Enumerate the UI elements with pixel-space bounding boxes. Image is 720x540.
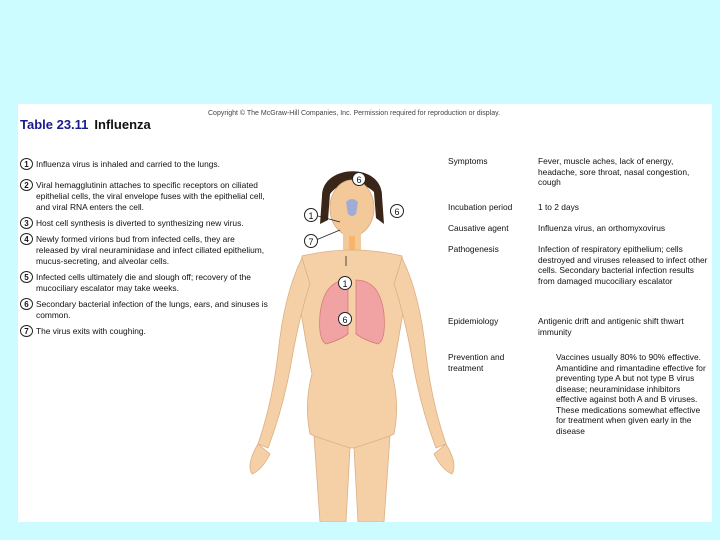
- arrow-line: [316, 230, 340, 240]
- table-row: [448, 156, 712, 202]
- body-illustration: [222, 144, 462, 522]
- slide-card: [18, 104, 712, 522]
- step-number: 1: [20, 158, 33, 170]
- step-number: 7: [20, 325, 33, 337]
- row-value: Infection of respiratory epithelium; cells destroyed and viruses released to infect other cells. Secondary bacterial infection results from damaged mucociliary escalator: [538, 244, 708, 286]
- left-hand-shape: [250, 444, 270, 474]
- callout-marker: 6: [338, 312, 352, 326]
- human-body-figure: [222, 144, 462, 522]
- step-number: 5: [20, 271, 33, 283]
- step-text: Infected cells ultimately die and slough off; recovery of the mucociliary escalator may take weeks.: [36, 272, 251, 293]
- row-label: Epidemiology: [448, 316, 499, 326]
- row-value: Vaccines usually 80% to 90% effective. Amantidine and rimantadine effective for preventing type A but not type B virus disease; neuraminidase inhibitors effective against both A and B viruses. These medications somewhat effective for treatment when given early in the disease: [556, 352, 706, 436]
- step-text: Secondary bacterial infection of the lungs, ears, and sinuses is common.: [36, 299, 268, 320]
- row-label: Prevention and treatment: [448, 352, 505, 373]
- row-label: Causative agent: [448, 223, 509, 233]
- copyright-notice: Copyright © The McGraw-Hill Companies, Inc. Permission required for reproduction or display.: [208, 110, 501, 117]
- right-hand-shape: [434, 444, 454, 474]
- table-name: Influenza: [94, 117, 151, 132]
- callout-marker: 7: [304, 234, 318, 248]
- row-value: 1 to 2 days: [538, 202, 579, 212]
- step-text: Influenza virus is inhaled and carried to the lungs.: [36, 159, 220, 169]
- table-row: [448, 244, 712, 316]
- step-number: 3: [20, 217, 33, 229]
- table-number: Table 23.11: [20, 117, 89, 132]
- step-number: 4: [20, 233, 33, 245]
- right-leg-shape: [354, 436, 390, 522]
- step-number: 6: [20, 298, 33, 310]
- callout-marker: 6: [352, 172, 366, 186]
- row-value: Antigenic drift and antigenic shift thwart immunity: [538, 316, 684, 337]
- step-number: 2: [20, 179, 33, 191]
- left-arm-shape: [258, 258, 310, 448]
- table-title: [20, 117, 151, 132]
- table-row: [448, 202, 712, 223]
- callout-marker: 6: [390, 204, 404, 218]
- step-text: Viral hemagglutinin attaches to specific receptors on ciliated epithelial cells, the viral envelope fuses with the epithelial cell, and viral RNA enters the cell.: [36, 180, 265, 212]
- table-row: [448, 316, 712, 352]
- step-text: The virus exits with coughing.: [36, 326, 146, 336]
- torso-shape: [298, 250, 406, 448]
- left-leg-shape: [314, 436, 350, 522]
- row-label: Pathogenesis: [448, 244, 499, 254]
- step-text: Host cell synthesis is diverted to synthesizing new virus.: [36, 218, 244, 228]
- right-arm-shape: [394, 258, 446, 448]
- table-row: [448, 352, 712, 436]
- callout-marker: 1: [304, 208, 318, 222]
- row-value: Influenza virus, an orthomyxovirus: [538, 223, 666, 233]
- step-text: Newly formed virions bud from infected cells, they are released by viral neuraminidase and infect ciliated epithelium, mucus-secreting, and alveolar cells.: [36, 234, 265, 266]
- row-value: Fever, muscle aches, lack of energy, headache, sore throat, nasal congestion, cough: [538, 156, 690, 187]
- row-label: Symptoms: [448, 156, 488, 166]
- callout-marker: 1: [338, 276, 352, 290]
- row-label: Incubation period: [448, 202, 513, 212]
- info-table: [448, 156, 712, 436]
- table-row: [448, 223, 712, 244]
